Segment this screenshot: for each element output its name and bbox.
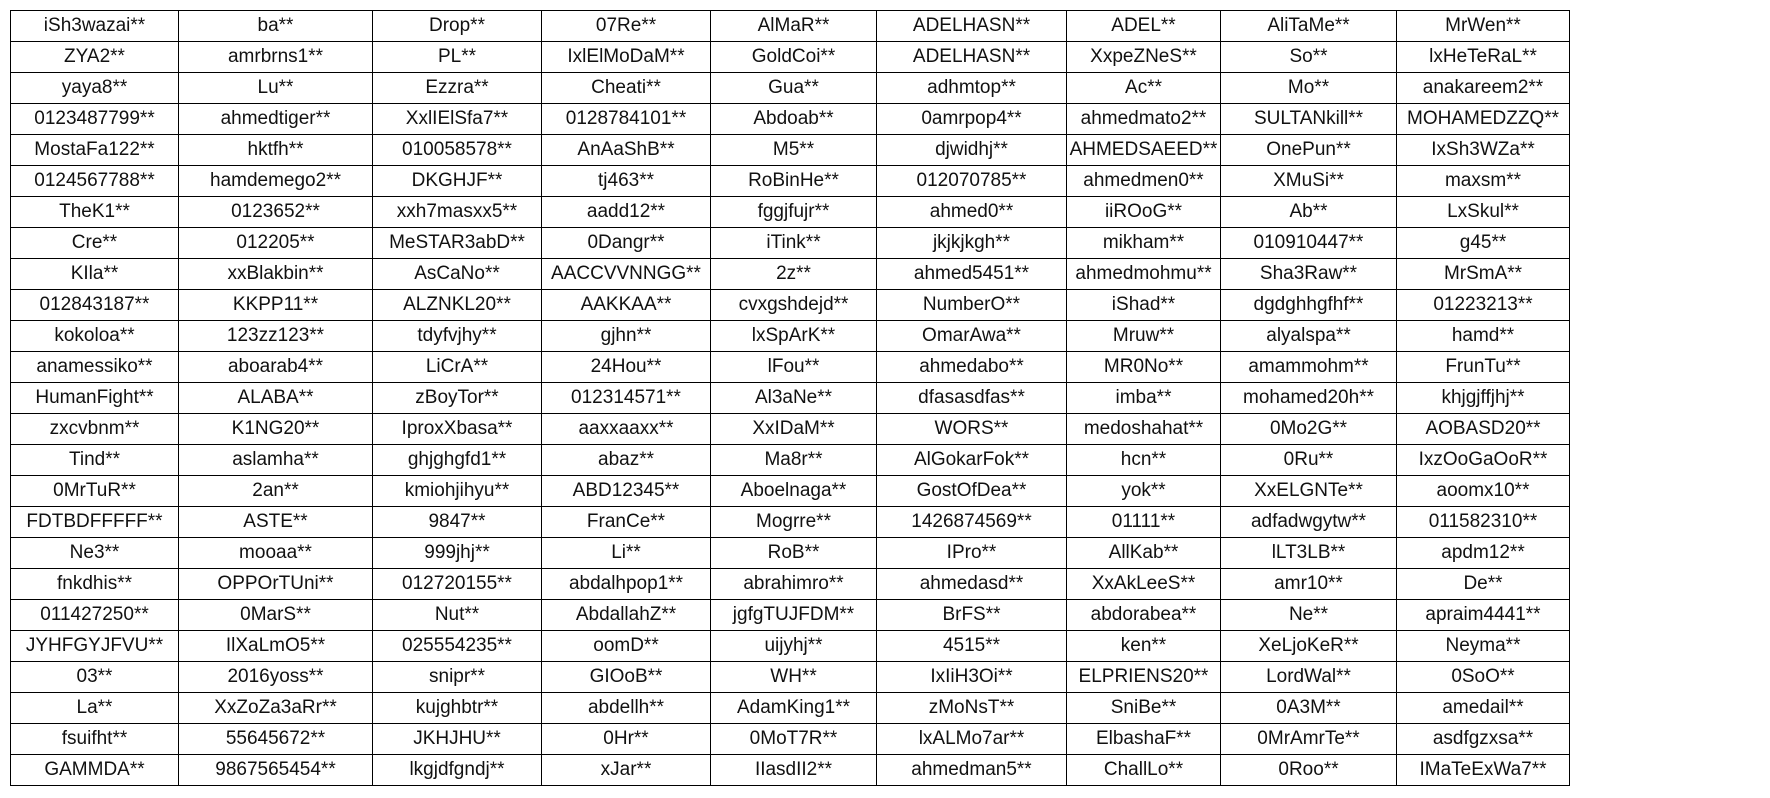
table-cell: dfasasdfas**: [877, 383, 1067, 414]
table-cell: maxsm**: [1397, 166, 1570, 197]
table-cell: SniBe**: [1067, 693, 1221, 724]
table-cell: oomD**: [542, 631, 711, 662]
table-cell: IproxXbasa**: [373, 414, 542, 445]
table-cell: fsuifht**: [11, 724, 179, 755]
table-cell: AdamKing1**: [711, 693, 877, 724]
table-row: [11, 259, 1570, 290]
table-cell: KKPP11**: [179, 290, 373, 321]
table-cell: IxIiH3Oi**: [877, 662, 1067, 693]
table-cell: lkgjdfgndj**: [373, 755, 542, 786]
table-cell: ahmedmohmu**: [1067, 259, 1221, 290]
table-cell: IxzOoGaOoR**: [1397, 445, 1570, 476]
table-cell: ElbashaF**: [1067, 724, 1221, 755]
table-cell: iiROoG**: [1067, 197, 1221, 228]
table-cell: lxHeTeRaL**: [1397, 42, 1570, 73]
table-cell: ALABA**: [179, 383, 373, 414]
table-cell: iTink**: [711, 228, 877, 259]
table-cell: 0amrpop4**: [877, 104, 1067, 135]
table-cell: 011427250**: [11, 600, 179, 631]
table-cell: 0128784101**: [542, 104, 711, 135]
table-cell: Mo**: [1221, 73, 1397, 104]
table-cell: 0124567788**: [11, 166, 179, 197]
table-cell: FranCe**: [542, 507, 711, 538]
table-cell: Cre**: [11, 228, 179, 259]
table-cell: LxSkul**: [1397, 197, 1570, 228]
table-cell: ABD12345**: [542, 476, 711, 507]
table-cell: Ne3**: [11, 538, 179, 569]
table-cell: zBoyTor**: [373, 383, 542, 414]
table-row: [11, 42, 1570, 73]
table-cell: LiCrA**: [373, 352, 542, 383]
table-cell: Nut**: [373, 600, 542, 631]
table-cell: 0MarS**: [179, 600, 373, 631]
table-cell: GoldCoi**: [711, 42, 877, 73]
table-cell: xJar**: [542, 755, 711, 786]
table-cell: AliTaMe**: [1221, 11, 1397, 42]
table-cell: GIOoB**: [542, 662, 711, 693]
table-cell: 4515**: [877, 631, 1067, 662]
table-cell: Ezzra**: [373, 73, 542, 104]
table-cell: Mogrre**: [711, 507, 877, 538]
table-cell: XxZoZa3aRr**: [179, 693, 373, 724]
table-cell: Ma8r**: [711, 445, 877, 476]
table-cell: alyalspa**: [1221, 321, 1397, 352]
table-row: [11, 290, 1570, 321]
table-cell: AAKKAA**: [542, 290, 711, 321]
table-cell: amr10**: [1221, 569, 1397, 600]
table-cell: Mruw**: [1067, 321, 1221, 352]
table-cell: Sha3Raw**: [1221, 259, 1397, 290]
table-cell: AbdallahZ**: [542, 600, 711, 631]
table-cell: 0Roo**: [1221, 755, 1397, 786]
table-cell: LordWal**: [1221, 662, 1397, 693]
table-cell: aboarab4**: [179, 352, 373, 383]
table-cell: Lu**: [179, 73, 373, 104]
table-cell: KIla**: [11, 259, 179, 290]
table-cell: So**: [1221, 42, 1397, 73]
table-row: [11, 600, 1570, 631]
table-cell: XxpeZNeS**: [1067, 42, 1221, 73]
table-cell: 012843187**: [11, 290, 179, 321]
table-cell: GAMMDA**: [11, 755, 179, 786]
table-cell: De**: [1397, 569, 1570, 600]
table-cell: 123zz123**: [179, 321, 373, 352]
table-cell: AlGokarFok**: [877, 445, 1067, 476]
table-cell: Cheati**: [542, 73, 711, 104]
table-cell: OmarAwa**: [877, 321, 1067, 352]
table-cell: 01223213**: [1397, 290, 1570, 321]
table-cell: 0SoO**: [1397, 662, 1570, 693]
table-cell: 010058578**: [373, 135, 542, 166]
table-cell: kmiohjihyu**: [373, 476, 542, 507]
table-cell: AACCVVNNGG**: [542, 259, 711, 290]
table-cell: imba**: [1067, 383, 1221, 414]
table-cell: 025554235**: [373, 631, 542, 662]
table-cell: AHMEDSAEED**: [1067, 135, 1221, 166]
table-cell: 0Mo2G**: [1221, 414, 1397, 445]
table-cell: 55645672**: [179, 724, 373, 755]
table-cell: jgfgTUJFDM**: [711, 600, 877, 631]
table-cell: ELPRIENS20**: [1067, 662, 1221, 693]
table-cell: Tind**: [11, 445, 179, 476]
table-cell: abaz**: [542, 445, 711, 476]
table-cell: GostOfDea**: [877, 476, 1067, 507]
table-cell: ba**: [179, 11, 373, 42]
table-row: [11, 724, 1570, 755]
table-cell: ADELHASN**: [877, 42, 1067, 73]
table-cell: IxlElMoDaM**: [542, 42, 711, 73]
table-cell: 9867565454**: [179, 755, 373, 786]
table-cell: djwidhj**: [877, 135, 1067, 166]
table-cell: ahmedasd**: [877, 569, 1067, 600]
table-cell: 0A3M**: [1221, 693, 1397, 724]
table-cell: Li**: [542, 538, 711, 569]
table-cell: BrFS**: [877, 600, 1067, 631]
table-cell: Ne**: [1221, 600, 1397, 631]
table-cell: 0MrAmrTe**: [1221, 724, 1397, 755]
table-cell: MOHAMEDZZQ**: [1397, 104, 1570, 135]
table-cell: WH**: [711, 662, 877, 693]
table-cell: JYHFGYJFVU**: [11, 631, 179, 662]
table-cell: ZYA2**: [11, 42, 179, 73]
table-cell: ghjghgfd1**: [373, 445, 542, 476]
table-cell: IIasdII2**: [711, 755, 877, 786]
table-cell: 1426874569**: [877, 507, 1067, 538]
table-cell: 012720155**: [373, 569, 542, 600]
table-cell: ahmedman5**: [877, 755, 1067, 786]
table-cell: anamessiko**: [11, 352, 179, 383]
table-cell: xxh7masxx5**: [373, 197, 542, 228]
table-row: [11, 445, 1570, 476]
table-cell: RoB**: [711, 538, 877, 569]
table-row: [11, 693, 1570, 724]
table-cell: hamd**: [1397, 321, 1570, 352]
table-cell: 010910447**: [1221, 228, 1397, 259]
table-cell: IlXaLmO5**: [179, 631, 373, 662]
table-cell: FDTBDFFFFF**: [11, 507, 179, 538]
table-cell: 011582310**: [1397, 507, 1570, 538]
table-cell: XxIDaM**: [711, 414, 877, 445]
table-cell: mohamed20h**: [1221, 383, 1397, 414]
table-cell: 01111**: [1067, 507, 1221, 538]
table-cell: AllKab**: [1067, 538, 1221, 569]
table-cell: Neyma**: [1397, 631, 1570, 662]
table-cell: 24Hou**: [542, 352, 711, 383]
table-cell: IMaTeExWa7**: [1397, 755, 1570, 786]
table-cell: ALZNKL20**: [373, 290, 542, 321]
table-cell: XxELGNTe**: [1221, 476, 1397, 507]
table-cell: ahmed0**: [877, 197, 1067, 228]
table-cell: 999jhj**: [373, 538, 542, 569]
table-cell: MostaFa122**: [11, 135, 179, 166]
table-cell: ahmed5451**: [877, 259, 1067, 290]
table-cell: 9847**: [373, 507, 542, 538]
table-cell: 0Dangr**: [542, 228, 711, 259]
table-cell: ken**: [1067, 631, 1221, 662]
table-cell: NumberO**: [877, 290, 1067, 321]
table-cell: ahmedtiger**: [179, 104, 373, 135]
table-row: [11, 135, 1570, 166]
table-cell: XMuSi**: [1221, 166, 1397, 197]
table-cell: 0MoT7R**: [711, 724, 877, 755]
table-cell: Al3aNe**: [711, 383, 877, 414]
table-cell: AlMaR**: [711, 11, 877, 42]
table-cell: 012070785**: [877, 166, 1067, 197]
table-cell: MrSmA**: [1397, 259, 1570, 290]
table-cell: hamdemego2**: [179, 166, 373, 197]
table-cell: Abdoab**: [711, 104, 877, 135]
table-cell: XeLjoKeR**: [1221, 631, 1397, 662]
table-row: [11, 352, 1570, 383]
username-table: [10, 10, 1570, 786]
table-cell: kokoloa**: [11, 321, 179, 352]
table-cell: 0123487799**: [11, 104, 179, 135]
table-cell: lFou**: [711, 352, 877, 383]
table-cell: 0123652**: [179, 197, 373, 228]
table-cell: OPPOrTUni**: [179, 569, 373, 600]
table-cell: XxlIElSfa7**: [373, 104, 542, 135]
table-cell: 0MrTuR**: [11, 476, 179, 507]
table-cell: ahmedabo**: [877, 352, 1067, 383]
table-cell: IPro**: [877, 538, 1067, 569]
table-row: [11, 73, 1570, 104]
table-cell: hktfh**: [179, 135, 373, 166]
table-cell: 012205**: [179, 228, 373, 259]
table-cell: 012314571**: [542, 383, 711, 414]
table-cell: jkjkjkgh**: [877, 228, 1067, 259]
table-row: [11, 414, 1570, 445]
table-cell: 03**: [11, 662, 179, 693]
table-cell: ASTE**: [179, 507, 373, 538]
table-cell: 0Ru**: [1221, 445, 1397, 476]
table-cell: PL**: [373, 42, 542, 73]
table-cell: 2z**: [711, 259, 877, 290]
table-row: [11, 321, 1570, 352]
table-cell: 2an**: [179, 476, 373, 507]
table-cell: amrbrns1**: [179, 42, 373, 73]
table-row: [11, 228, 1570, 259]
table-cell: AOBASD20**: [1397, 414, 1570, 445]
table-cell: adhmtop**: [877, 73, 1067, 104]
table-cell: lxALMo7ar**: [877, 724, 1067, 755]
table-cell: mooaa**: [179, 538, 373, 569]
table-cell: adfadwgytw**: [1221, 507, 1397, 538]
table-cell: gjhn**: [542, 321, 711, 352]
table-cell: SULTANkill**: [1221, 104, 1397, 135]
table-cell: MeSTAR3abD**: [373, 228, 542, 259]
table-cell: ADEL**: [1067, 11, 1221, 42]
table-cell: OnePun**: [1221, 135, 1397, 166]
table-cell: lxSpArK**: [711, 321, 877, 352]
table-cell: g45**: [1397, 228, 1570, 259]
table-row: [11, 662, 1570, 693]
table-row: [11, 197, 1570, 228]
table-cell: lLT3LB**: [1221, 538, 1397, 569]
table-cell: M5**: [711, 135, 877, 166]
table-cell: XxAkLeeS**: [1067, 569, 1221, 600]
table-cell: asdfgzxsa**: [1397, 724, 1570, 755]
table-cell: tj463**: [542, 166, 711, 197]
table-cell: TheK1**: [11, 197, 179, 228]
table-cell: aoomx10**: [1397, 476, 1570, 507]
table-cell: apdm12**: [1397, 538, 1570, 569]
table-cell: yok**: [1067, 476, 1221, 507]
table-cell: aadd12**: [542, 197, 711, 228]
table-cell: La**: [11, 693, 179, 724]
table-cell: JKHJHU**: [373, 724, 542, 755]
table-cell: aaxxaaxx**: [542, 414, 711, 445]
table-cell: ahmedmato2**: [1067, 104, 1221, 135]
table-cell: anakareem2**: [1397, 73, 1570, 104]
table-cell: cvxgshdejd**: [711, 290, 877, 321]
table-cell: iShad**: [1067, 290, 1221, 321]
table-row: [11, 507, 1570, 538]
table-row: [11, 11, 1570, 42]
table-row: [11, 166, 1570, 197]
table-cell: tdyfvjhy**: [373, 321, 542, 352]
table-cell: kujghbtr**: [373, 693, 542, 724]
table-row: [11, 569, 1570, 600]
table-cell: dgdghhgfhf**: [1221, 290, 1397, 321]
table-cell: abdellh**: [542, 693, 711, 724]
table-cell: HumanFight**: [11, 383, 179, 414]
table-cell: AsCaNo**: [373, 259, 542, 290]
table-cell: abdorabea**: [1067, 600, 1221, 631]
table-cell: MrWen**: [1397, 11, 1570, 42]
table-row: [11, 476, 1570, 507]
table-cell: iSh3wazai**: [11, 11, 179, 42]
table-cell: 2016yoss**: [179, 662, 373, 693]
table-row: [11, 755, 1570, 786]
table-cell: hcn**: [1067, 445, 1221, 476]
table-cell: ChallLo**: [1067, 755, 1221, 786]
table-cell: K1NG20**: [179, 414, 373, 445]
table-cell: Ab**: [1221, 197, 1397, 228]
table-cell: RoBinHe**: [711, 166, 877, 197]
table-cell: aslamha**: [179, 445, 373, 476]
table-cell: DKGHJF**: [373, 166, 542, 197]
table-cell: Drop**: [373, 11, 542, 42]
table-cell: khjgjffjhj**: [1397, 383, 1570, 414]
table-cell: snipr**: [373, 662, 542, 693]
table-cell: amedail**: [1397, 693, 1570, 724]
table-row: [11, 631, 1570, 662]
table-cell: fnkdhis**: [11, 569, 179, 600]
table-cell: abrahimro**: [711, 569, 877, 600]
table-body: [11, 11, 1570, 786]
table-cell: abdalhpop1**: [542, 569, 711, 600]
table-cell: IxSh3WZa**: [1397, 135, 1570, 166]
table-cell: MR0No**: [1067, 352, 1221, 383]
table-cell: Ac**: [1067, 73, 1221, 104]
table-row: [11, 104, 1570, 135]
table-cell: AnAaShB**: [542, 135, 711, 166]
table-cell: 0Hr**: [542, 724, 711, 755]
table-cell: ahmedmen0**: [1067, 166, 1221, 197]
table-cell: medoshahat**: [1067, 414, 1221, 445]
table-cell: xxBlakbin**: [179, 259, 373, 290]
table-cell: FrunTu**: [1397, 352, 1570, 383]
table-cell: zMoNsT**: [877, 693, 1067, 724]
table-row: [11, 383, 1570, 414]
table-cell: mikham**: [1067, 228, 1221, 259]
table-cell: amammohm**: [1221, 352, 1397, 383]
table-cell: uijyhj**: [711, 631, 877, 662]
table-cell: ADELHASN**: [877, 11, 1067, 42]
table-cell: fggjfujr**: [711, 197, 877, 228]
table-cell: Aboelnaga**: [711, 476, 877, 507]
table-cell: 07Re**: [542, 11, 711, 42]
table-cell: WORS**: [877, 414, 1067, 445]
table-cell: apraim4441**: [1397, 600, 1570, 631]
table-cell: zxcvbnm**: [11, 414, 179, 445]
table-cell: Gua**: [711, 73, 877, 104]
table-cell: yaya8**: [11, 73, 179, 104]
table-row: [11, 538, 1570, 569]
